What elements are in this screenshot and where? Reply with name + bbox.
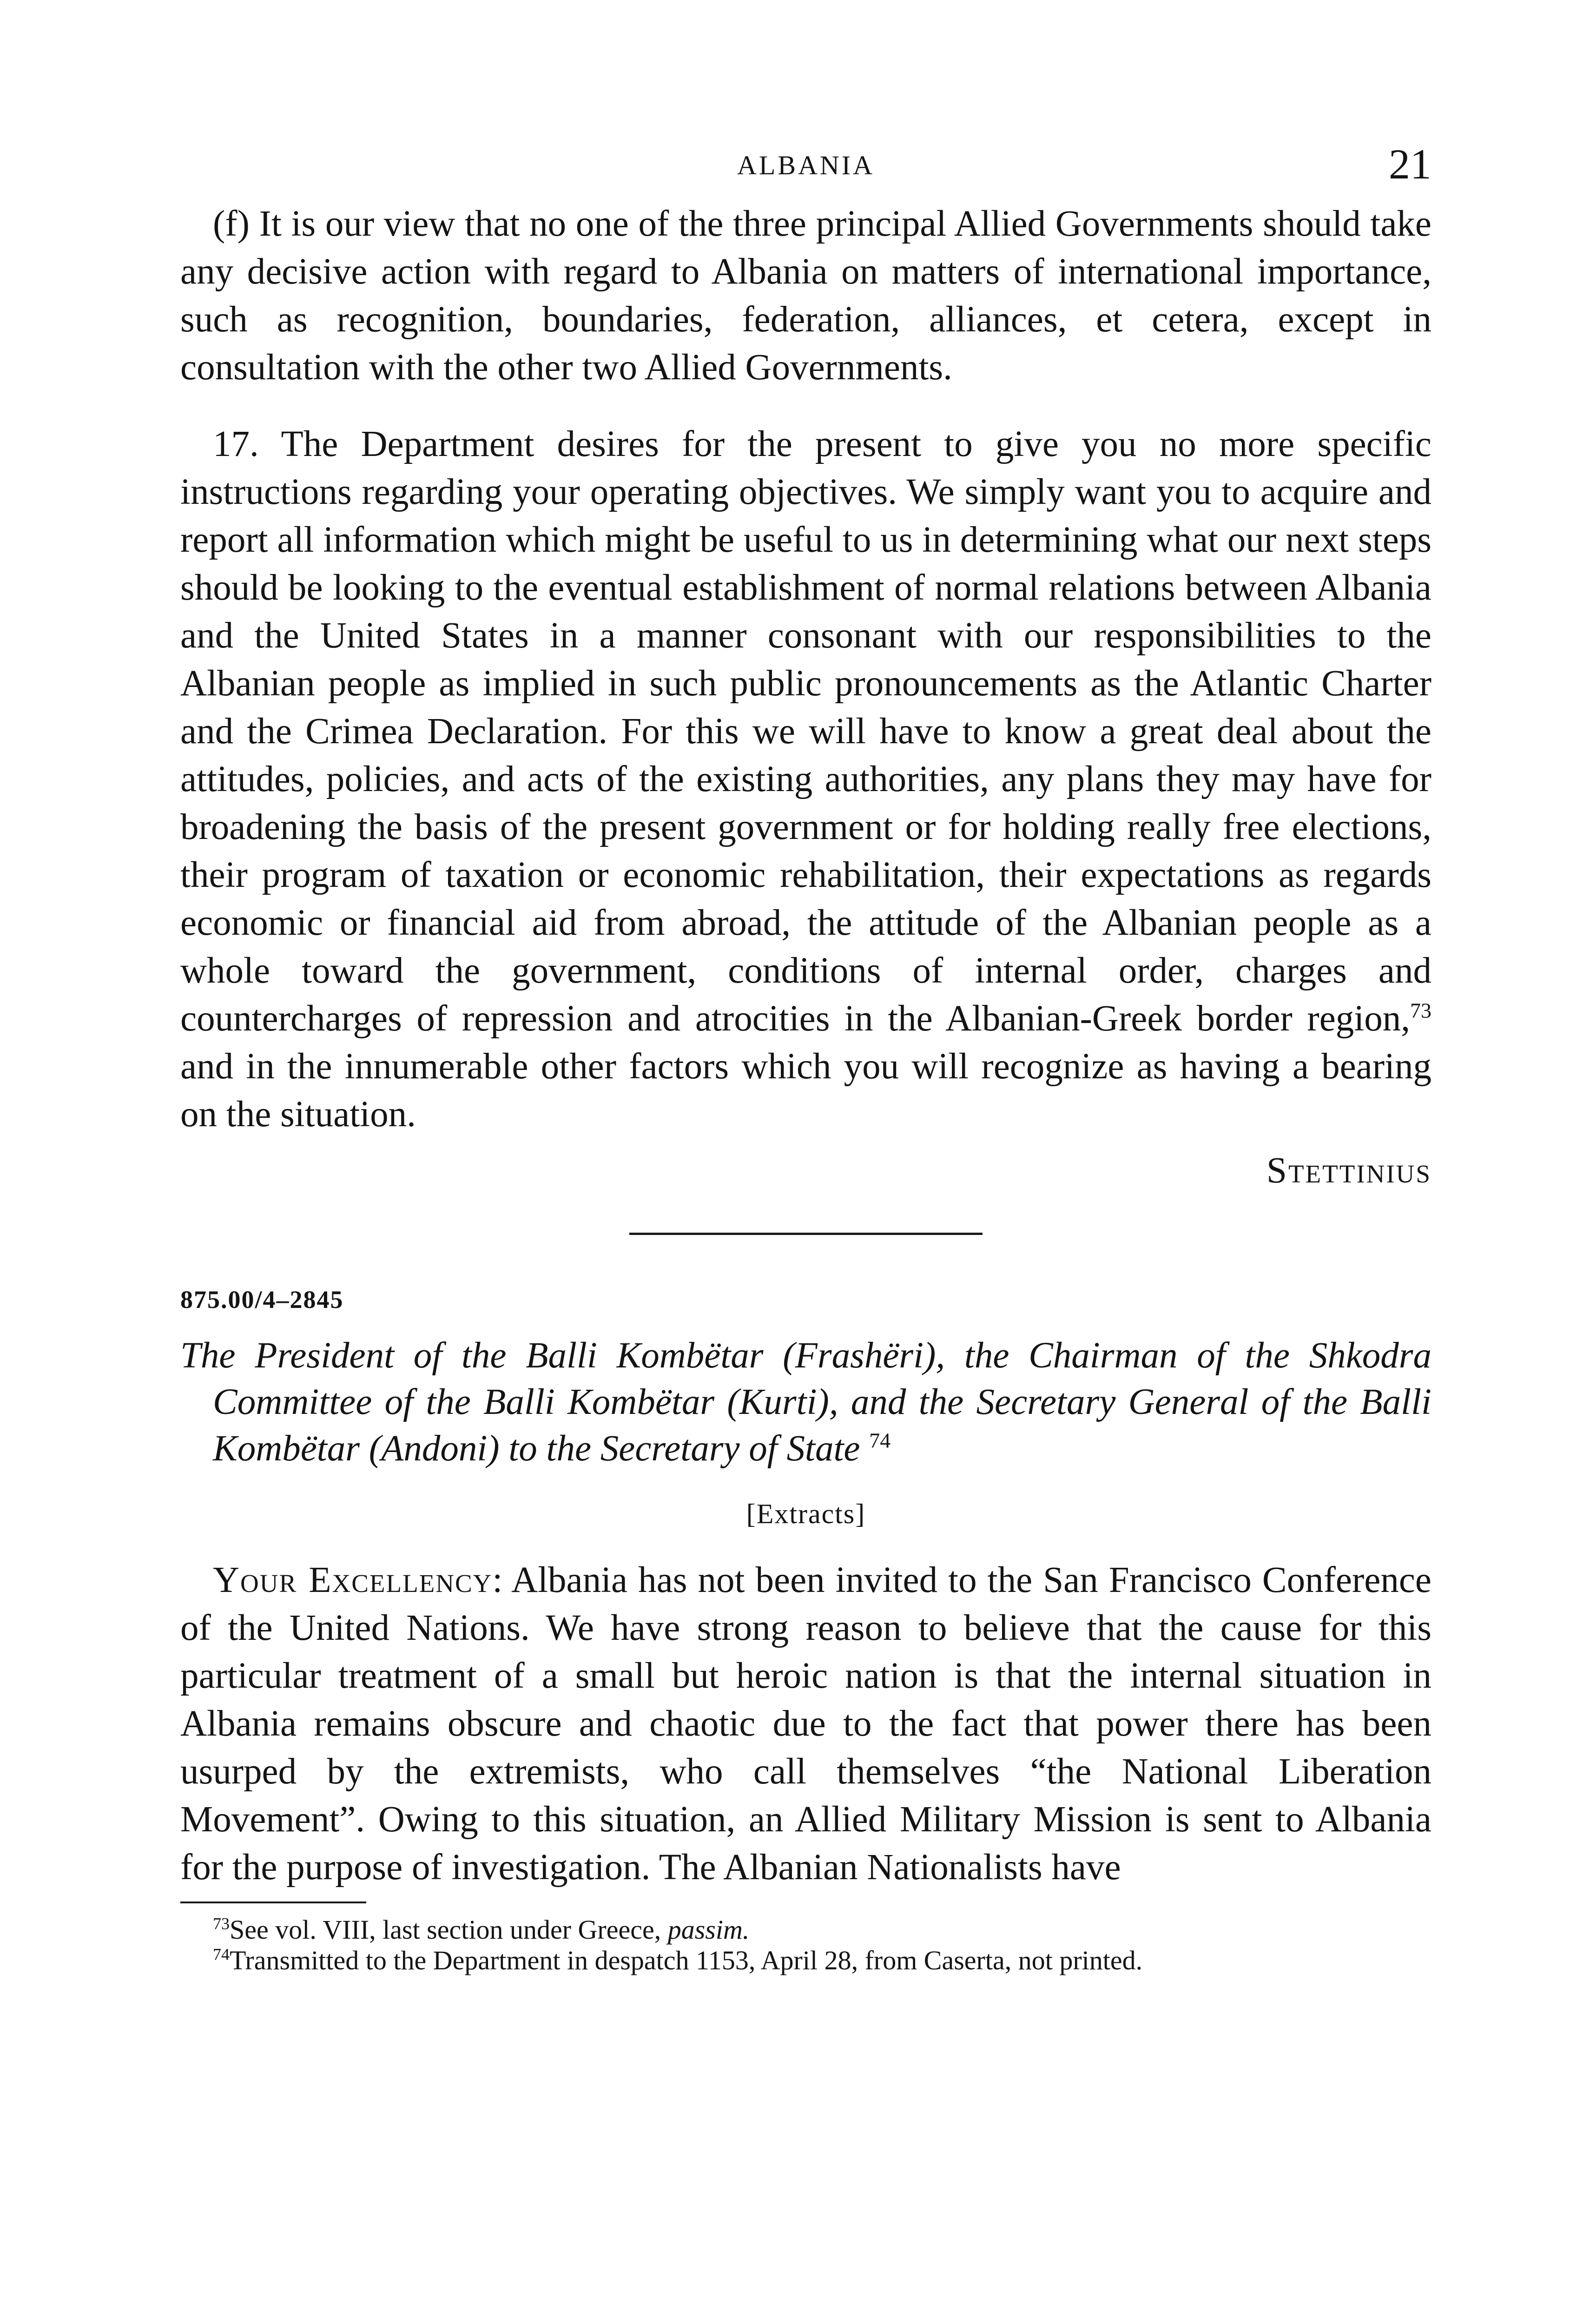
footnotes: [180, 1915, 1431, 1976]
footnote-number: 74: [213, 1945, 230, 1964]
document-title: [180, 1333, 1431, 1472]
file-number: 875.00/4–2845: [180, 1286, 344, 1314]
signature: Stettinius: [1266, 1150, 1431, 1191]
salutation: Your Excellency: [213, 1560, 493, 1600]
page-number: 21: [1389, 140, 1431, 188]
footnote-ref-74: 74: [869, 1428, 891, 1452]
document-page: [180, 139, 1431, 1976]
running-head: ALBANIA: [737, 150, 875, 180]
paragraph-17: [180, 420, 1431, 1138]
paragraph-17-text-end: and in the innumerable other factors which you will recognize as having a bearing on the situation.: [180, 1046, 1431, 1135]
footnote-number: 73: [213, 1914, 230, 1933]
footnote-ref-73: 73: [1410, 998, 1431, 1023]
footnote-73: [180, 1915, 1431, 1945]
footnote-italic: passim.: [667, 1915, 750, 1945]
footnote-divider: [180, 1901, 366, 1903]
section-divider: [629, 1233, 983, 1235]
letter-body: : Albania has not been invited to the San Francisco Conference of the United Nations. We have strong reason to believe that the cause for this particular treatment of a small but heroic nation is that the internal situation in Albania remains obscure and chaotic due to the fact that power there has been usurped by the extremists, who call themselves “the National Liberation Movement”. Owing to this situation, an Allied Military Mission is sent to Albania for the purpose of investigation. The Albanian Nationalists have: [180, 1560, 1431, 1888]
paragraph-17-text: 17. The Department desires for the present to give you no more specific instructions regarding your operating objectives. We simply want you to acquire and report all information which might be useful to us in determining what our next steps should be looking to the eventual establishment of normal relations between Albania and the United States in a manner consonant with our responsibilities to the Albanian people as implied in such public pronouncements as the Atlantic Charter and the Crimea Declaration. For this we will have to know a great deal about the attitudes, policies, and acts of the existing authorities, any plans they may have for broadening the basis of the present government or for holding really free elections, their program of taxation or economic rehabilitation, their expectations as regards economic or financial aid from abroad, the attitude of the Albanian people as a whole toward the government, conditions of internal order, charges and countercharges of repression and atrocities in the Albanian-Greek border region,: [180, 424, 1431, 1039]
paragraph-f: (f) It is our view that no one of the three principal Allied Governments should take any decisive action with regard to Albania on matters of international importance, such as recognition, boundaries, federation, alliances, et cetera, except in consultation with the other two Allied Governments.: [180, 204, 1431, 388]
document-title-text: The President of the Balli Kombëtar (Frashëri), the Chairman of the Shkodra Committee of the Balli Kombëtar (Kurti), and the Secretary General of the Balli Kombëtar (Andoni) to the Secretary of State: [180, 1335, 1431, 1469]
footnote-text: See vol. VIII, last section under Greece,: [230, 1915, 668, 1945]
extracts-label: [Extracts]: [746, 1499, 866, 1529]
footnote-text: Transmitted to the Department in despatch 1153, April 28, from Caserta, not printed.: [230, 1945, 1143, 1975]
footnote-74: [180, 1945, 1431, 1976]
letter-paragraph: [180, 1556, 1431, 1891]
page-header: [180, 139, 1431, 200]
